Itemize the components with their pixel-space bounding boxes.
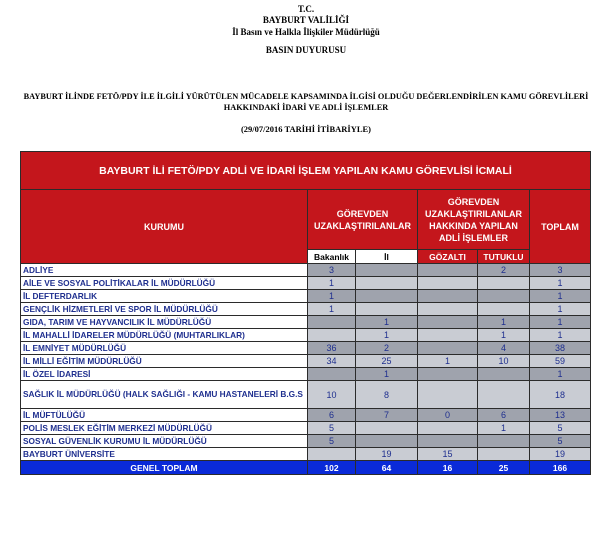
cell-tutuklu: 2 [478,264,530,277]
cell-toplam: 3 [530,264,591,277]
cell-bakanlik: 3 [308,264,356,277]
header-tc: T.C. [297,4,315,14]
row-name: İL EMNİYET MÜDÜRLÜĞÜ [21,342,308,355]
subheader-tutuklu: TUTUKLU [478,250,530,264]
cell-toplam: 5 [530,435,591,448]
cell-il: 19 [356,448,418,461]
cell-gozalti: 15 [418,448,478,461]
cell-il [356,422,418,435]
cell-bakanlik: 34 [308,355,356,368]
cell-gozalti [418,329,478,342]
cell-tutuklu [478,381,530,409]
cell-tutuklu: 10 [478,355,530,368]
column-header-adli-line-4: ADLİ İŞLEMLER [439,232,508,243]
column-header-toplam: TOPLAM [530,190,591,264]
cell-il: 1 [356,368,418,381]
table-row [21,355,591,368]
table-row [21,368,591,381]
cell-il: 2 [356,342,418,355]
cell-tutuklu [478,368,530,381]
column-header-adli-islemler [418,190,530,250]
table-row [21,381,591,409]
column-header-uzak-line-2: UZAKLAŞTIRILANLAR [314,220,411,231]
cell-bakanlik: 10 [308,381,356,409]
cell-bakanlik [308,316,356,329]
cell-toplam: 13 [530,409,591,422]
row-name: ADLİYE [21,264,308,277]
cell-toplam: 1 [530,329,591,342]
total-toplam: 166 [530,461,591,475]
row-name: İL MİLLİ EĞİTİM MÜDÜRLÜĞÜ [21,355,308,368]
cell-il: 8 [356,381,418,409]
column-header-adli-line-2: UZAKLAŞTIRILANLAR [425,208,522,219]
subheader-gozalti: GÖZALTI [418,250,478,264]
subheader-il: İl [356,250,418,264]
table-row [21,329,591,342]
row-name: İL MAHALLİ İDARELER MÜDÜRLÜĞÜ (MUHTARLIKLAR) [21,329,308,342]
cell-il: 1 [356,329,418,342]
cell-il: 25 [356,355,418,368]
table-row [21,290,591,303]
cell-gozalti [418,368,478,381]
cell-tutuklu [478,277,530,290]
table-row [21,277,591,290]
row-name: AİLE VE SOSYAL POLİTİKALAR İL MÜDÜRLÜĞÜ [21,277,308,290]
cell-toplam: 38 [530,342,591,355]
table-row [21,422,591,435]
row-name: İL DEFTERDARLIK [21,290,308,303]
cell-tutuklu [478,435,530,448]
row-name: SAĞLIK İL MÜDÜRLÜĞÜ (HALK SAĞLIĞI - KAMU HASTANELERİ B.G.S [21,381,308,409]
cell-tutuklu: 1 [478,329,530,342]
cell-tutuklu: 1 [478,422,530,435]
cell-bakanlik: 36 [308,342,356,355]
table-row [21,409,591,422]
table-title: BAYBURT İLİ FETÖ/PDY ADLİ VE İDARİ İŞLEM YAPILAN KAMU GÖREVLİSİ İCMALİ [21,152,591,190]
column-header-uzak-line-1: GÖREVDEN [336,208,389,219]
column-header-adli-line-1: GÖREVDEN [447,196,500,207]
report-date: (29/07/2016 TARİHİ İTİBARİYLE) [240,124,372,134]
cell-tutuklu: 4 [478,342,530,355]
table-row [21,448,591,461]
cell-gozalti: 0 [418,409,478,422]
table-row [21,303,591,316]
cell-bakanlik: 1 [308,303,356,316]
cell-gozalti [418,435,478,448]
total-label: GENEL TOPLAM [21,461,308,475]
cell-gozalti [418,342,478,355]
cell-gozalti [418,277,478,290]
cell-gozalti [418,316,478,329]
cell-il [356,277,418,290]
total-bakanlik: 102 [308,461,356,475]
row-name: İL MÜFTÜLÜĞÜ [21,409,308,422]
description-line-2: HAKKINDAKİ İDARİ VE ADLİ İŞLEMLER [223,103,389,112]
cell-bakanlik [308,368,356,381]
cell-toplam: 1 [530,368,591,381]
cell-gozalti [418,303,478,316]
cell-gozalti [418,264,478,277]
cell-il: 1 [356,316,418,329]
cell-bakanlik: 5 [308,422,356,435]
row-name: İL ÖZEL İDARESİ [21,368,308,381]
cell-il: 7 [356,409,418,422]
cell-toplam: 1 [530,316,591,329]
cell-toplam: 18 [530,381,591,409]
cell-tutuklu: 6 [478,409,530,422]
cell-il [356,264,418,277]
cell-tutuklu: 1 [478,316,530,329]
table-row [21,342,591,355]
cell-toplam: 1 [530,303,591,316]
cell-gozalti [418,381,478,409]
column-header-kurum: KURUMU [21,190,308,264]
row-name: SOSYAL GÜVENLİK KURUMU İL MÜDÜRLÜĞÜ [21,435,308,448]
cell-bakanlik [308,329,356,342]
cell-bakanlik: 1 [308,277,356,290]
cell-bakanlik: 5 [308,435,356,448]
cell-gozalti: 1 [418,355,478,368]
cell-tutuklu [478,290,530,303]
cell-il [356,290,418,303]
cell-toplam: 1 [530,277,591,290]
table-row [21,316,591,329]
cell-bakanlik: 1 [308,290,356,303]
description-line-1: BAYBURT İLİNDE FETÖ/PDY İLE İLGİLİ YÜRÜTÜLEN MÜCADELE KAPSAMINDA İLGİSİ OLDUĞU DEĞERLENDİRİLEN KAMU GÖREVLİLERİ [23,92,589,101]
cell-tutuklu [478,448,530,461]
cell-toplam: 5 [530,422,591,435]
total-row [21,461,591,475]
cell-il [356,303,418,316]
table-row [21,435,591,448]
table-row [21,264,591,277]
total-il: 64 [356,461,418,475]
column-header-adli-line-3: HAKKINDA YAPILAN [429,220,518,231]
header-valilik: BAYBURT VALİLİĞİ [262,15,350,25]
cell-bakanlik: 6 [308,409,356,422]
row-name: GIDA, TARIM VE HAYVANCILIK İL MÜDÜRLÜĞÜ [21,316,308,329]
row-name: GENÇLİK HİZMETLERİ VE SPOR İL MÜDÜRLÜĞÜ [21,303,308,316]
total-tutuklu: 25 [478,461,530,475]
cell-bakanlik [308,448,356,461]
summary-table [20,151,591,475]
row-name: BAYBURT ÜNİVERSİTE [21,448,308,461]
column-header-uzaklastirilanlar [308,190,418,250]
row-name: POLİS MESLEK EĞİTİM MERKEZİ MÜDÜRLÜĞÜ [21,422,308,435]
cell-gozalti [418,290,478,303]
cell-toplam: 1 [530,290,591,303]
header-basin-duyurusu: BASIN DUYURUSU [265,45,347,55]
cell-il [356,435,418,448]
cell-tutuklu [478,303,530,316]
cell-toplam: 19 [530,448,591,461]
cell-gozalti [418,422,478,435]
header-mudurluk: İl Basın ve Halkla İlişkiler Müdürlüğü [232,27,380,37]
cell-toplam: 59 [530,355,591,368]
subheader-bakanlik: Bakanlık [308,250,356,264]
total-gozalti: 16 [418,461,478,475]
